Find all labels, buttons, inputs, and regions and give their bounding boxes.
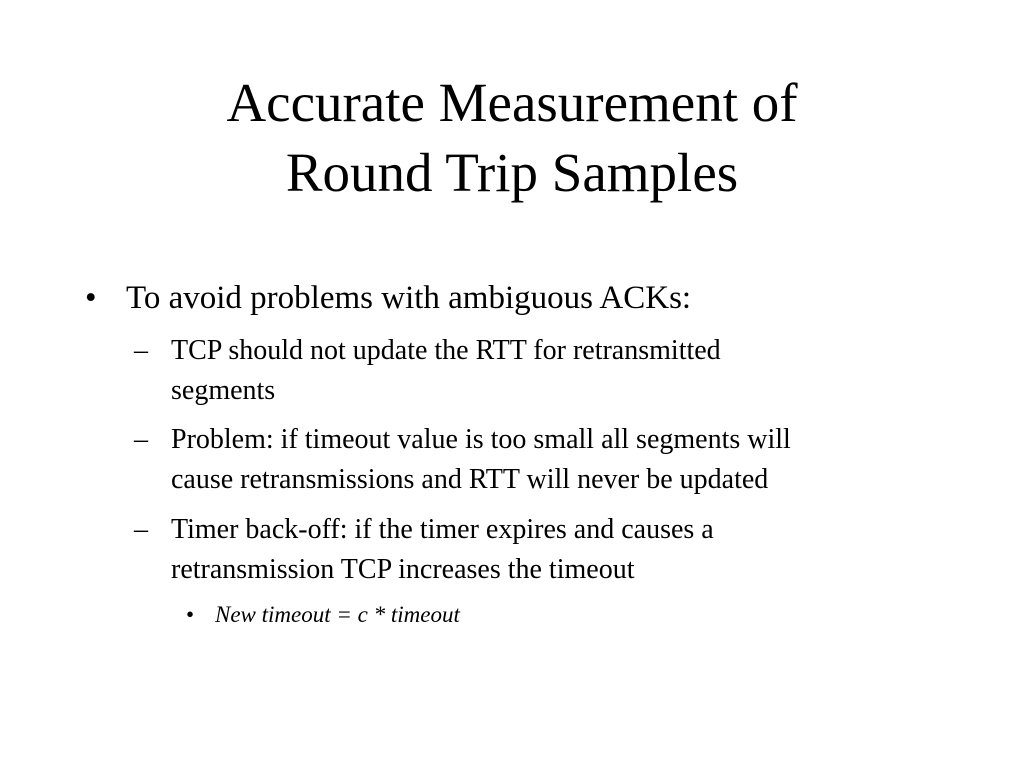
sub-bullet-text xyxy=(171,331,931,411)
sub-bullet-text xyxy=(171,420,931,500)
sub-bullet-line: Problem: if timeout value is too small all segments will xyxy=(171,424,791,455)
bullet-marker: • xyxy=(85,280,97,316)
dash-marker: – xyxy=(134,514,148,545)
sub-bullet-line: TCP should not update the RTT for retransmitted xyxy=(171,335,721,366)
slide-title xyxy=(0,68,1024,208)
sub-bullet-line: segments xyxy=(171,375,276,406)
sub-bullet-line: Timer back-off: if the timer expires and causes a xyxy=(171,514,714,545)
dash-marker: – xyxy=(134,335,148,366)
bullet-text: To avoid problems with ambiguous ACKs: xyxy=(126,280,692,316)
sub-bullet-text xyxy=(171,510,931,590)
title-line-1: Accurate Measurement of xyxy=(226,72,798,133)
sub-bullet-line: cause retransmissions and RTT will never be updated xyxy=(171,464,769,495)
bullet-marker: • xyxy=(186,602,195,627)
formula-text: New timeout = c * timeout xyxy=(215,602,460,627)
title-line-2: Round Trip Samples xyxy=(285,142,739,203)
sub-bullet-line: retransmission TCP increases the timeout xyxy=(171,554,635,585)
dash-marker: – xyxy=(134,424,148,455)
